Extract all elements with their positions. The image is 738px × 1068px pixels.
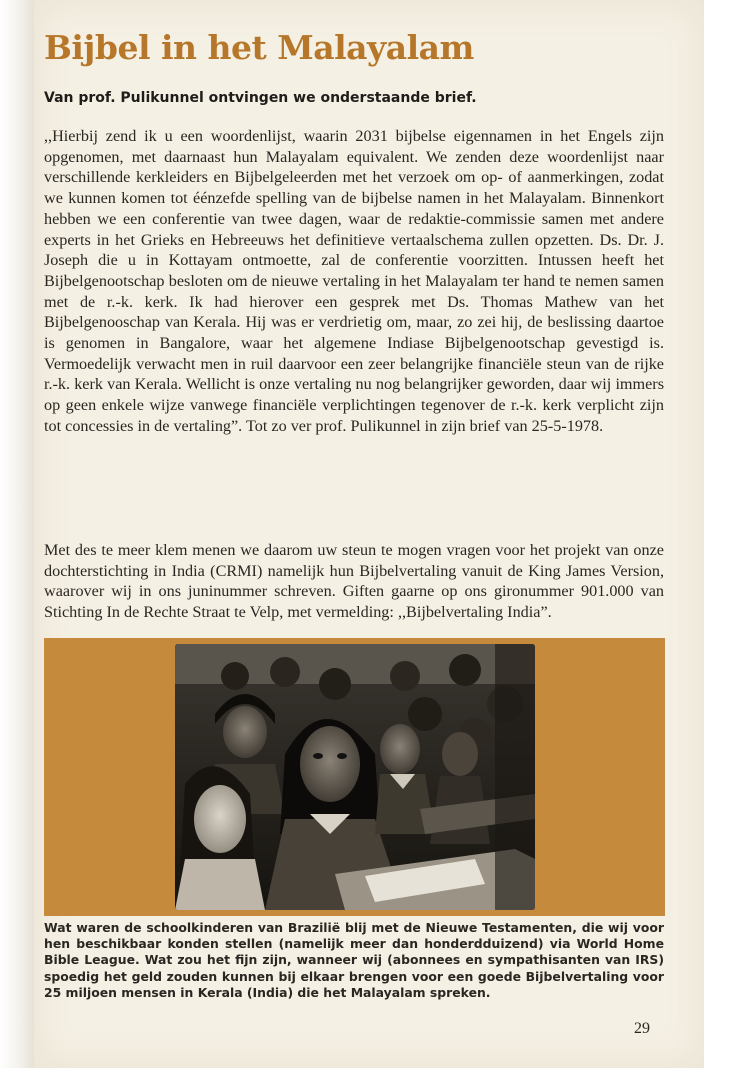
page-number: 29 <box>634 1020 650 1037</box>
schoolchildren-photo <box>175 644 535 910</box>
magazine-page <box>34 0 704 1068</box>
photo-band <box>44 638 665 916</box>
article-subtitle: Van prof. Pulikunnel ontvingen we onderstaande brief. <box>44 90 477 106</box>
photo-illustration <box>175 644 535 910</box>
page-spine-edge <box>0 0 34 1068</box>
article-title: Bijbel in het Malayalam <box>44 28 474 67</box>
photo-caption: Wat waren de schoolkinderen van Brazilië blij met de Nieuwe Testamenten, die wij voor hen beschikbaar konden stellen (namelijk meer dan honderdduizend) via World Home Bible League. Wat zou het fijn zijn, wanneer wij (abonnees en sympathisanten van IRS) spoedig het geld zouden kunnen bij elkaar brengen voor een goede Bijbelvertaling voor 25 miljoen mensen in Kerala (India) die het Malayalam spreken. <box>44 920 664 1000</box>
letter-paragraph: ,,Hierbij zend ik u een woordenlijst, waarin 2031 bijbelse eigennamen in het Engels zijn opgenomen, met daarnaast hun Malayalam equivalent. We zenden deze woordenlijst naar verschillende kerkleiders en Bijbelgeleerden met het verzoek om op- of aanmerkingen, zodat we kunnen komen tot éénzefde spelling van de bijbelse namen in het Malayalam. Binnenkort hebben we een conferentie van twee dagen, waar de redaktie-commissie samen met andere experts in het Grieks en Hebreeuws het definitieve vertaalschema zullen opzetten. Ds. Dr. J. Joseph die u in Kottayam ontmoette, zal de conferentie voorzitten. Intussen heeft het Bijbelgenootschap besloten om de nieuwe vertaling in het Malayalam ter hand te nemen samen met de r.-k. kerk. Ik had hierover een gesprek met Ds. Thomas Mathew van het Bijbelgenooschap van Kerala. Hij was er verdrietig om, maar, zo zei hij, de beslissing daartoe is genomen in Bangalore, waar het algemene Indiase Bijbelgenootschap gevestigd is. Vermoedelijk verwacht men in ruil daarvoor een zeer belangrijke financiële steun van de rijke r.-k. kerk van Kerala. Wellicht is onze vertaling nu nog belangrijker geworden, daar wij immers op geen enkele wijze vanwege financiële verplichtingen tegenover de r.-k. kerk verplicht zijn tot concessies in de vertaling”. Tot zo ver prof. Pulikunnel in zijn brief van 25-5-1978. <box>44 127 664 435</box>
appeal-paragraph: Met des te meer klem menen we daarom uw steun te mogen vragen voor het projekt van onze dochterstichting in India (CRMI) namelijk hun Bijbelvertaling vanuit de King James Version, waarover wij in ons juninummer schreven. Giften gaarne op ons gironummer 901.000 van Stichting In de Rechte Straat te Velp, met vermelding: ,,Bijbelvertaling India”. <box>44 541 664 622</box>
